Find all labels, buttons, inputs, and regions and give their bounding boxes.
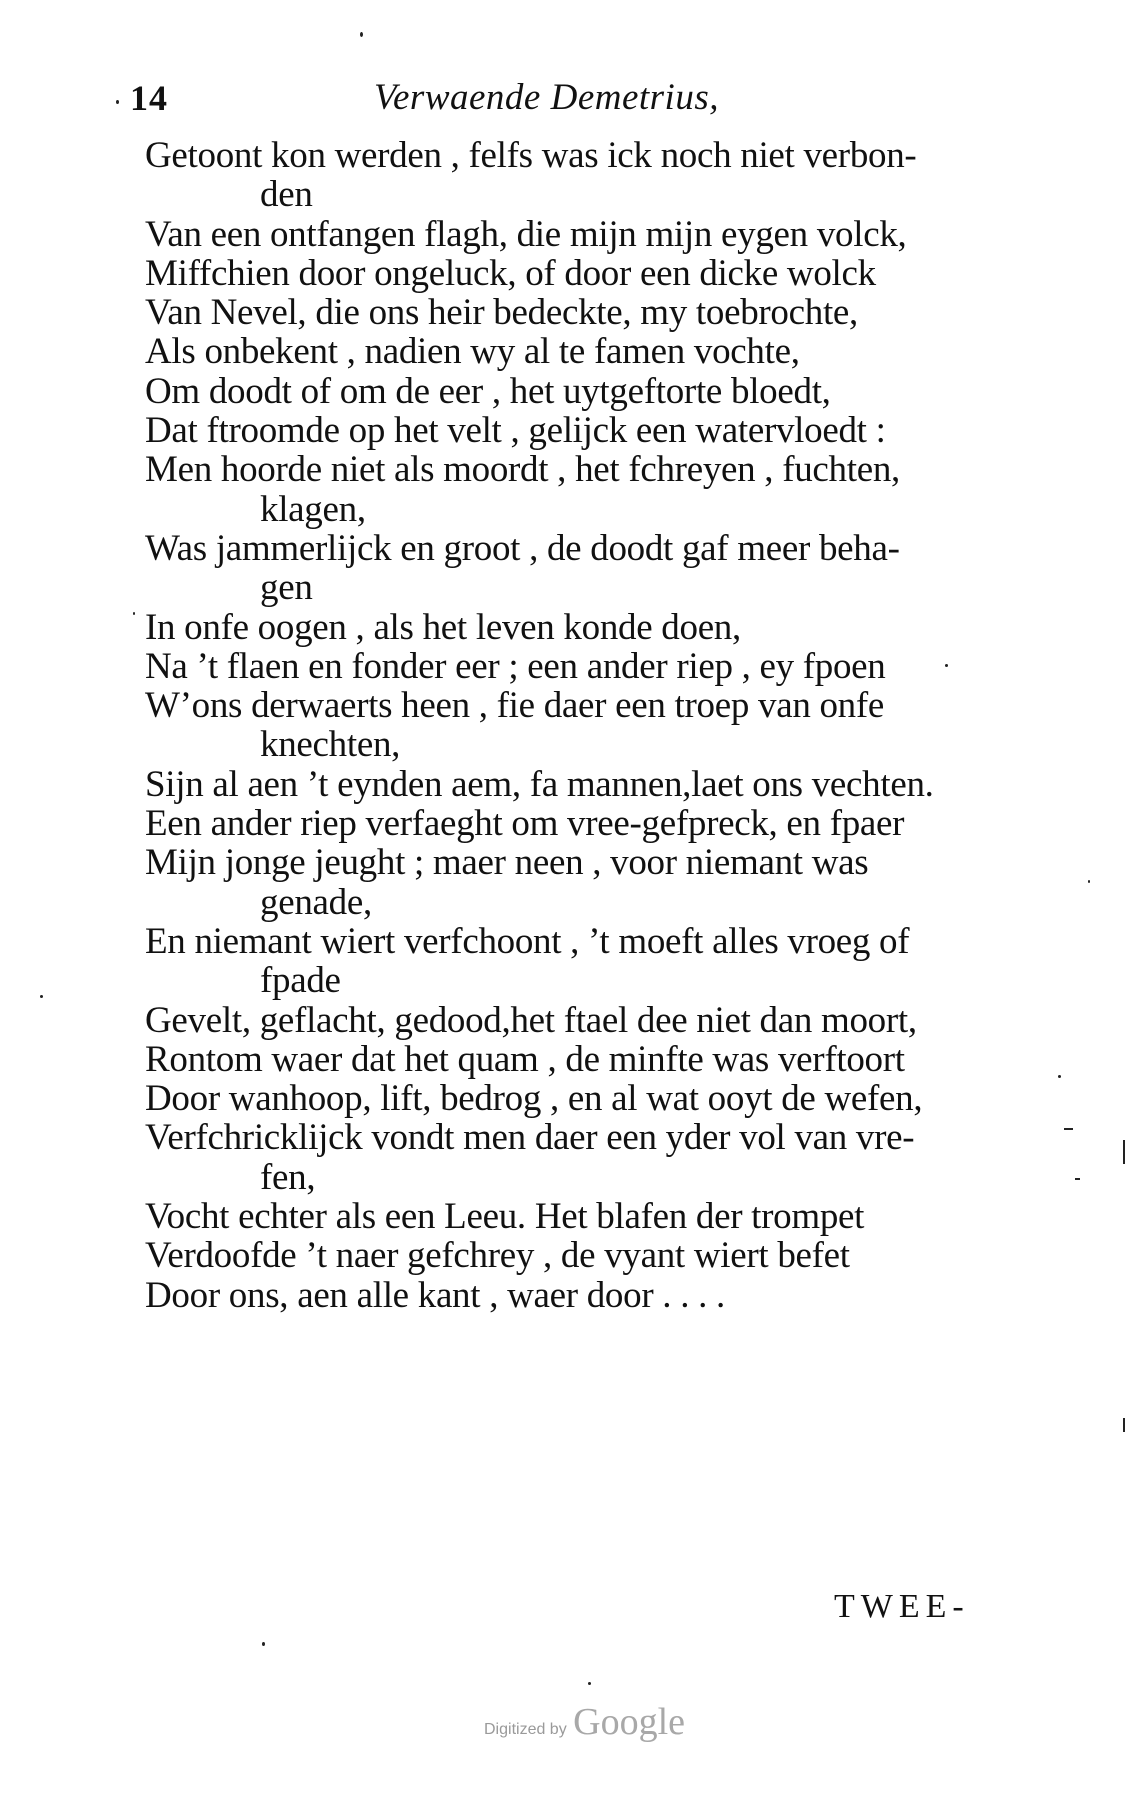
- verse-line: genade,: [260, 881, 372, 923]
- verse-line: Verfchricklijck vondt men daer een yder vol van vre-: [145, 1117, 915, 1159]
- verse-line: W’ons derwaerts heen , fie daer een troep van onfe: [145, 685, 885, 727]
- scan-speck: [1075, 1178, 1080, 1180]
- verse-line: Als onbekent , nadien wy al te famen vochte,: [145, 331, 800, 373]
- verse-line: Sijn al aen ’t eynden aem, fa mannen,laet ons vechten.: [145, 763, 934, 805]
- scan-speck: [1058, 1075, 1061, 1078]
- google-logo: Google: [573, 1701, 686, 1743]
- scan-speck: [262, 1642, 265, 1646]
- verse-line: Door wanhoop, lift, bedrog , en al wat ooyt de wefen,: [145, 1078, 923, 1120]
- verse-line: Gevelt, geflacht, gedood,het ftael dee niet dan moort,: [145, 999, 917, 1041]
- scan-speck: [40, 995, 43, 998]
- verse-text: [145, 136, 1025, 1315]
- scan-speck: [360, 32, 363, 37]
- verse-line: fpade: [260, 960, 341, 1002]
- scan-speck: [1123, 1418, 1125, 1432]
- running-title: Verwaende Demetrius,: [374, 77, 719, 118]
- catchword: TWEE-: [834, 1588, 970, 1625]
- watermark-prefix: Digitized by: [484, 1721, 567, 1738]
- verse-line: Mijn jonge jeught ; maer neen , voor niemant was: [145, 842, 869, 884]
- verse-line: Na ’t flaen en fonder eer ; een ander riep , ey fpoen: [145, 645, 886, 687]
- verse-line: Een ander riep verfaeght om vree-gefpreck, en fpaer: [145, 803, 905, 845]
- verse-line: Miffchien door ongeluck, of door een dicke wolck: [145, 252, 876, 294]
- verse-line: klagen,: [260, 488, 366, 530]
- verse-line: Was jammerlijck en groot , de doodt gaf meer beha-: [145, 527, 900, 569]
- scan-speck: [1123, 1140, 1125, 1164]
- verse-line: Verdoofde ’t naer gefchrey , de vyant wiert befet: [145, 1235, 850, 1277]
- scan-speck: [588, 1682, 591, 1685]
- verse-line: Getoont kon werden , felfs was ick noch niet verbon-: [145, 135, 917, 176]
- running-head: [130, 78, 770, 128]
- verse-line: knechten,: [260, 724, 401, 766]
- verse-line: gen: [260, 567, 313, 609]
- verse-line: fen,: [260, 1156, 316, 1198]
- digitized-by-watermark: [484, 1700, 685, 1744]
- verse-line: Dat ftroomde op het velt , gelijck een watervloedt :: [145, 410, 886, 452]
- scan-speck: [1064, 1128, 1073, 1130]
- verse-line: den: [260, 174, 313, 216]
- scan-speck: [116, 100, 119, 104]
- verse-line: Men hoorde niet als moordt , het fchreyen , fuchten,: [145, 449, 900, 491]
- verse-line: Om doodt of om de eer , het uytgeftorte bloedt,: [145, 370, 831, 412]
- verse-line: Van een ontfangen flagh, die mijn mijn eygen volck,: [145, 213, 907, 255]
- scan-speck: [1088, 880, 1090, 883]
- verse-line: Van Nevel, die ons heir bedeckte, my toebrochte,: [145, 292, 859, 334]
- verse-line: Door ons, aen alle kant , waer door . . . .: [145, 1274, 725, 1316]
- scan-speck: [945, 664, 948, 667]
- verse-line: In onfe oogen , als het leven konde doen,: [145, 606, 741, 648]
- verse-line: Vocht echter als een Leeu. Het blafen der trompet: [145, 1196, 865, 1238]
- verse-line: En niemant wiert verfchoont , ’t moeft alles vroeg of: [145, 920, 910, 962]
- page-number: 14: [130, 78, 168, 118]
- scan-speck: [133, 612, 135, 615]
- verse-line: Rontom waer dat het quam , de minfte was verftoort: [145, 1038, 905, 1080]
